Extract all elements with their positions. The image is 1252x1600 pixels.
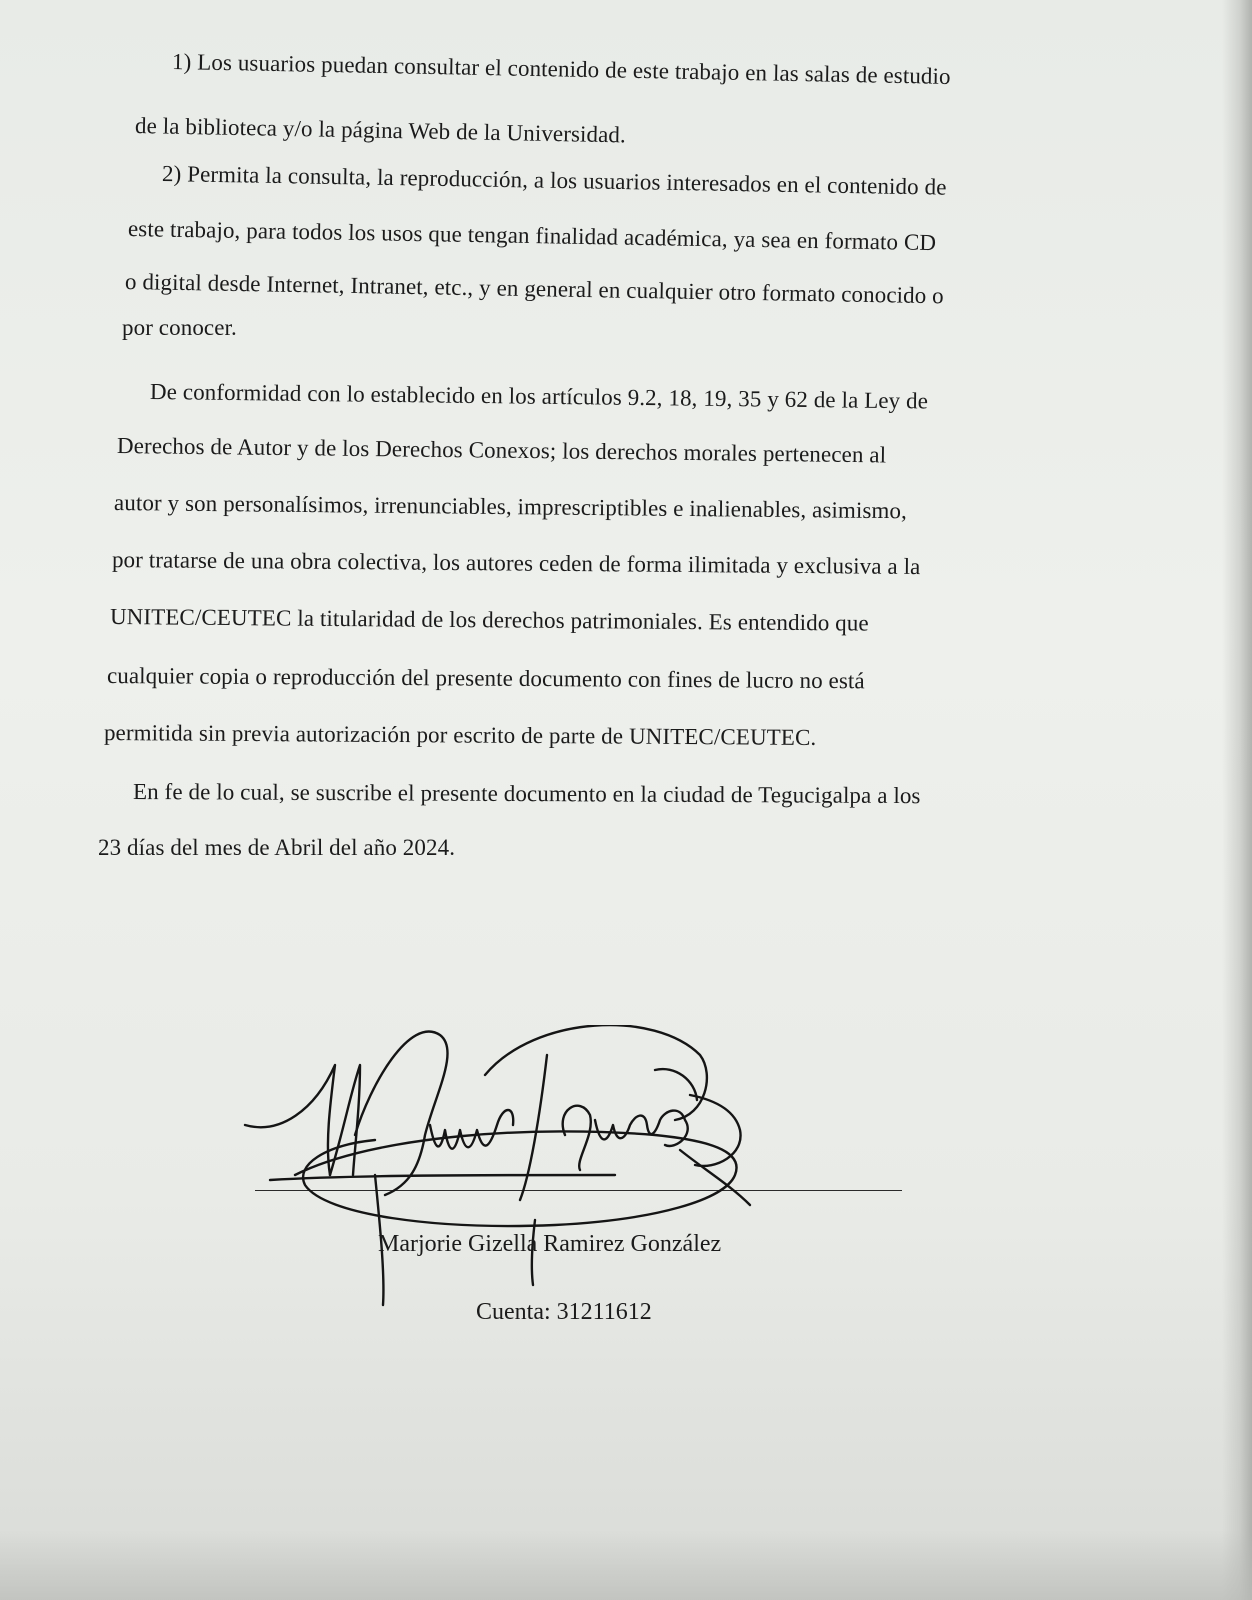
signer-account: Cuenta: 31211612 [476, 1299, 652, 1325]
item-2-line-3: o digital desde Internet, Intranet, etc., y en general en cualquier otro formato conocido o [124, 269, 945, 309]
page-edge-shadow-right [1222, 0, 1252, 1600]
paragraph-1-line-6: cualquier copia o reproducción del presente documento con fines de lucro no está [106, 663, 865, 694]
paragraph-1-line-4: por tratarse de una obra colectiva, los autores ceden de forma ilimitada y exclusiva a la [111, 547, 921, 580]
paragraph-1-line-5: UNITEC/CEUTEC la titularidad de los derechos patrimoniales. Es entendido que [109, 604, 869, 636]
signer-name: Marjorie Gizella Ramirez González [378, 1231, 722, 1257]
paragraph-1-line-7: permitida sin previa autorización por escrito de parte de UNITEC/CEUTEC. [103, 720, 817, 750]
paragraph-1-line-3: autor y son personalísimos, irrenunciables, imprescriptibles e inalienables, asimismo, [113, 490, 908, 524]
item-1-line-2: de la biblioteca y/o la página Web de la Universidad. [134, 113, 627, 148]
page-edge-shadow-bottom [0, 1530, 1252, 1600]
paragraph-2-line-2: 23 días del mes de Abril del año 2024. [98, 835, 456, 860]
paragraph-1-line-1: De conformidad con lo establecido en los artículos 9.2, 18, 19, 35 y 62 de la Ley de [149, 379, 929, 414]
handwritten-signature [235, 1025, 775, 1345]
paragraph-2-line-1: En fe de lo cual, se suscribe el presente documento en la ciudad de Tegucigalpa a los [132, 779, 921, 809]
item-2-line-1: 2) Permita la consulta, la reproducción, a los usuarios interesados en el contenido de [161, 161, 947, 200]
item-1-line-1: 1) Los usuarios puedan consultar el contenido de este trabajo en las salas de estudio [171, 49, 951, 89]
item-2-line-2: este trabajo, para todos los usos que tengan finalidad académica, ya sea en formato CD [127, 216, 937, 256]
item-2-line-4: por conocer. [122, 315, 237, 340]
paragraph-1-line-2: Derechos de Autor y de los Derechos Conexos; los derechos morales pertenecen al [116, 433, 887, 468]
